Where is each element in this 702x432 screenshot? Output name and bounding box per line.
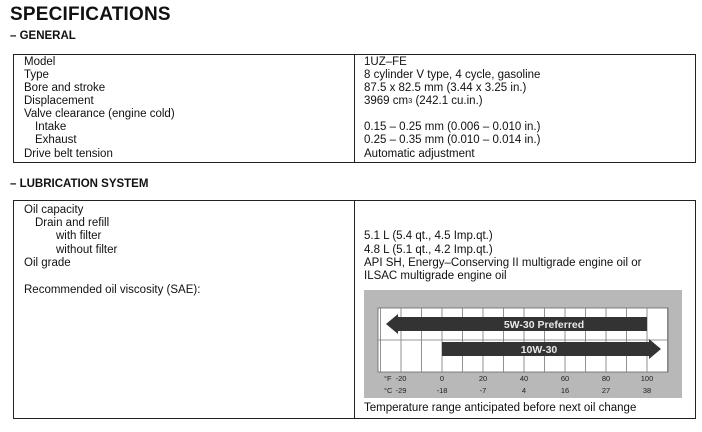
celsius-tick-label: -29 xyxy=(395,386,407,395)
spec-label-without-filter: without filter xyxy=(56,244,118,256)
axis-unit-fahrenheit: °F xyxy=(384,374,392,383)
spec-label-bore-stroke: Bore and stroke xyxy=(24,82,106,94)
spec-label-model: Model xyxy=(24,56,56,68)
spec-label-oil-capacity: Oil capacity xyxy=(24,204,84,216)
spec-label-type: Type xyxy=(24,69,49,81)
spec-value-oil-grade-line1: API SH, Energy–Conserving II multigrade engine oil or xyxy=(364,257,642,269)
celsius-tick-label: 4 xyxy=(521,386,527,395)
fahrenheit-tick-label: 100 xyxy=(640,374,654,383)
fahrenheit-tick-label: 80 xyxy=(601,374,611,383)
fahrenheit-tick-label: 40 xyxy=(519,374,529,383)
fahrenheit-tick-label: -20 xyxy=(395,374,407,383)
lubrication-spec-table xyxy=(13,200,696,419)
spec-value-drive-belt: Automatic adjustment xyxy=(364,148,475,160)
spec-label-with-filter: with filter xyxy=(56,230,102,242)
general-spec-table xyxy=(13,54,696,163)
spec-label-exhaust: Exhaust xyxy=(35,134,77,146)
spec-value-exhaust: 0.25 – 0.35 mm (0.010 – 0.014 in.) xyxy=(364,134,541,146)
displacement-superscript: 3 xyxy=(408,96,413,105)
page-title: SPECIFICATIONS xyxy=(10,4,171,25)
spec-value-oil-grade-line2: ILSAC multigrade engine oil xyxy=(364,270,507,282)
lubrication-section-heading: – LUBRICATION SYSTEM xyxy=(10,178,149,190)
spec-value-model: 1UZ–FE xyxy=(364,56,407,68)
spec-value-bore-stroke: 87.5 x 82.5 mm (3.44 x 3.25 in.) xyxy=(364,82,527,94)
spec-label-drive-belt: Drive belt tension xyxy=(24,148,113,160)
axis-unit-celsius: °C xyxy=(384,386,393,395)
general-column-divider xyxy=(354,55,355,162)
spec-label-oil-grade: Oil grade xyxy=(24,257,71,269)
fahrenheit-tick-label: 60 xyxy=(560,374,570,383)
celsius-tick-label: 38 xyxy=(642,386,652,395)
spec-label-valve-clearance: Valve clearance (engine cold) xyxy=(24,108,175,120)
displacement-tail: (242.1 cu.in.) xyxy=(412,95,483,107)
celsius-tick-label: 16 xyxy=(560,386,570,395)
spec-value-without-filter: 4.8 L (5.1 qt., 4.2 Imp.qt.) xyxy=(364,244,493,256)
viscosity-chart-caption: Temperature range anticipated before next oil change xyxy=(364,402,637,414)
displacement-main: 3969 cm xyxy=(364,95,409,107)
spec-label-oil-viscosity: Recommended oil viscosity (SAE): xyxy=(24,284,201,296)
celsius-tick-label: 27 xyxy=(601,386,611,395)
fahrenheit-tick-label: 0 xyxy=(439,374,445,383)
spec-label-intake: Intake xyxy=(35,121,67,133)
celsius-tick-label: -7 xyxy=(479,386,487,395)
spec-label-drain-refill: Drain and refill xyxy=(35,217,110,229)
spec-label-displacement: Displacement xyxy=(24,95,94,107)
spec-value-with-filter: 5.1 L (5.4 qt., 4.5 Imp.qt.) xyxy=(364,230,493,242)
lubrication-column-divider xyxy=(354,201,355,418)
spec-value-intake: 0.15 – 0.25 mm (0.006 – 0.010 in.) xyxy=(364,121,541,133)
spec-value-type: 8 cylinder V type, 4 cycle, gasoline xyxy=(364,69,541,81)
viscosity-band-label: 5W-30 Preferred xyxy=(503,319,585,331)
oil-viscosity-chart xyxy=(364,290,682,398)
fahrenheit-tick-label: 20 xyxy=(478,374,488,383)
general-section-heading: – GENERAL xyxy=(10,30,76,42)
viscosity-band-label: 10W-30 xyxy=(520,344,558,356)
celsius-tick-label: -18 xyxy=(436,386,448,395)
spec-value-displacement xyxy=(364,95,483,108)
